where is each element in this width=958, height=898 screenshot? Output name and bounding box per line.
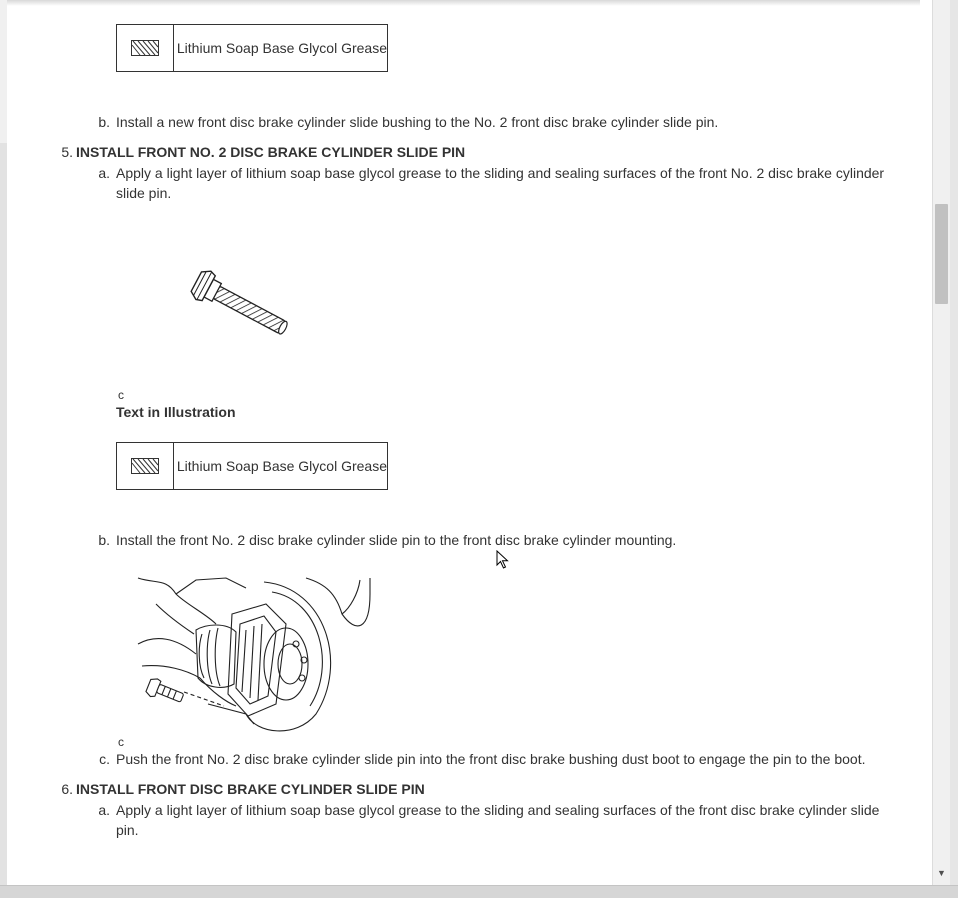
- step-text-continued: slide pin.: [116, 185, 172, 201]
- vertical-scrollbar[interactable]: [932, 0, 951, 885]
- window-bottom-edge: [0, 885, 958, 898]
- step-text: Install a new front disc brake cylinder slide bushing to the No. 2 front disc brake cylinder slide pin.: [116, 114, 719, 130]
- left-margin-strip-lower: [0, 143, 7, 885]
- legend-label: Lithium Soap Base Glycol Grease: [176, 458, 387, 474]
- step-text: Install the front No. 2 disc brake cylinder slide pin to the front disc brake cylinder mounting.: [116, 532, 677, 548]
- scrollbar-thumb[interactable]: [935, 204, 948, 304]
- step-marker: b.: [98, 114, 110, 130]
- step-text: Apply a light layer of lithium soap base glycol grease to the sliding and sealing surfaces of the front No. 2 disc brake cylinder: [116, 165, 885, 181]
- step-marker: a.: [98, 802, 110, 818]
- step-text-continued: pin.: [116, 822, 139, 838]
- step-marker: a.: [98, 165, 110, 181]
- hatched-grease-symbol-icon: [117, 25, 174, 71]
- legend-table: [116, 24, 388, 72]
- legend-label: Lithium Soap Base Glycol Grease: [176, 40, 387, 56]
- section-number: 5.: [61, 144, 73, 160]
- section-number: 6.: [61, 781, 73, 797]
- text-in-illustration-heading: Text in Illustration: [116, 404, 236, 420]
- section-title: INSTALL FRONT DISC BRAKE CYLINDER SLIDE PIN: [76, 781, 425, 797]
- legend-table: [116, 442, 388, 490]
- figure-label: c: [118, 388, 124, 402]
- figure-label: c: [118, 735, 124, 749]
- hatched-grease-symbol-icon: [117, 443, 174, 489]
- top-shadow: [0, 0, 920, 6]
- scroll-down-arrow-icon[interactable]: ▼: [937, 868, 946, 878]
- left-margin-strip: [0, 0, 7, 143]
- step-text: Apply a light layer of lithium soap base glycol grease to the sliding and sealing surfaces of the front disc brake cylinder slide: [116, 802, 880, 818]
- brake-assembly-illustration: [136, 574, 372, 736]
- step-marker: b.: [98, 532, 110, 548]
- step-marker: c.: [99, 751, 110, 767]
- step-text: Push the front No. 2 disc brake cylinder slide pin into the front disc brake bushing dust boot to engage the pin to the boot.: [116, 751, 866, 767]
- mouse-cursor-icon: [496, 550, 510, 570]
- slide-pin-illustration: [190, 266, 302, 336]
- section-title: INSTALL FRONT NO. 2 DISC BRAKE CYLINDER SLIDE PIN: [76, 144, 466, 160]
- window-right-edge: [950, 0, 958, 897]
